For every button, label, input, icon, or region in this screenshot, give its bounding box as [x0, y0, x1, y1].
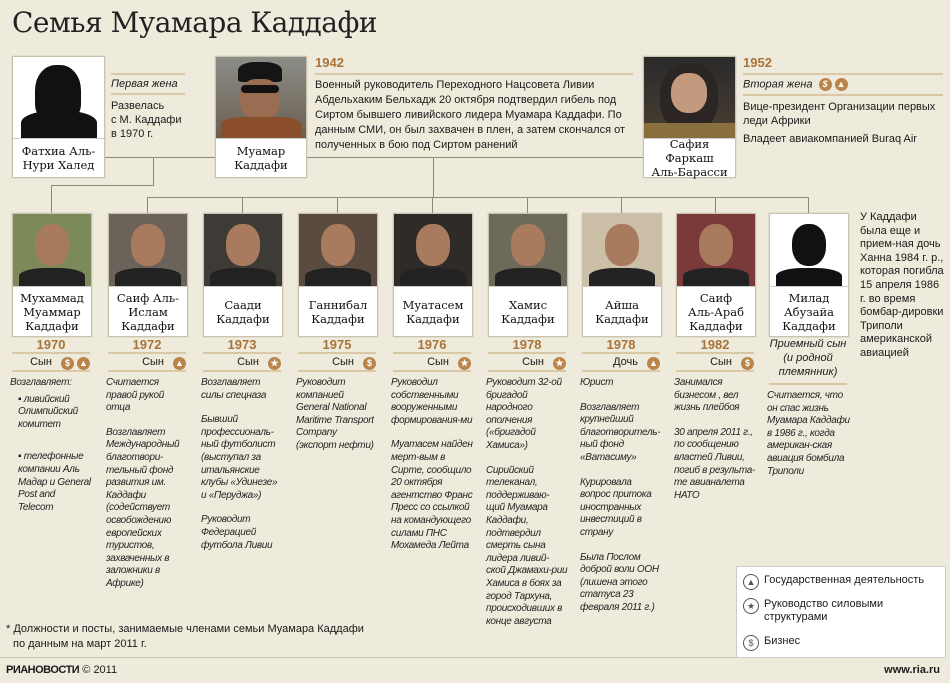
connector	[147, 197, 148, 213]
child-card	[203, 213, 283, 337]
child-info	[298, 337, 376, 372]
child-card	[488, 213, 568, 337]
birth-year: 1978	[606, 337, 636, 352]
child-card	[12, 213, 92, 337]
child-name: Саиф Аль- Ислам Каддафи	[109, 286, 187, 336]
child-card	[582, 213, 662, 337]
child-photo	[299, 214, 377, 286]
child-card	[769, 213, 849, 337]
child-info	[393, 337, 471, 372]
child-photo	[770, 214, 848, 286]
muammar-text: Военный руководитель Переходного Нацсовета Ливии Абдельхаким Бельхадж 20 октября подтвердил гибель под Сиртом бывшего ливийского лидера Муамара Каддафи. По данным СМИ, он был захвачен в плен, а затем скончался от полученных в бою под Сиртом ранений	[315, 79, 626, 151]
government-icon: ▲	[647, 357, 660, 370]
star-icon: ★	[458, 357, 471, 370]
birth-year: 1972	[132, 337, 162, 352]
connector	[433, 157, 434, 198]
child-info	[676, 337, 754, 372]
child-card	[676, 213, 756, 337]
relation-label: Сын ★	[393, 354, 471, 370]
birth-year: 1973	[227, 337, 257, 352]
birth-year: 1978	[512, 337, 542, 352]
child-name: Хамис Каддафи	[489, 286, 567, 336]
footer-brand: РИАНОВОСТИ © 2011	[6, 664, 118, 676]
child-info	[769, 337, 847, 385]
child-photo	[489, 214, 567, 286]
first-wife-info	[111, 73, 185, 141]
relation-label: Дочь ▲	[582, 354, 660, 370]
legend-item: ▲ Государственная деятельность	[743, 574, 943, 590]
second-wife-text: Владеет авиакомпанией Buraq Air	[743, 133, 917, 145]
child-photo	[677, 214, 755, 286]
legend	[736, 566, 946, 658]
child-photo	[583, 214, 661, 286]
birth-year: 1982	[700, 337, 730, 352]
child-description: Руководил собственными вооруженными формирования-ми Муатасем найден мерт-вым в Сирте, сообщило 20 октября агентство Франс Пресс со ссылкой на командующего силами ПНС Мохамеда Лейта	[391, 377, 473, 552]
child-info	[488, 337, 566, 372]
star-icon: ★	[743, 598, 759, 614]
muammar-name: Муамар Каддафи	[216, 138, 306, 177]
divider	[0, 657, 736, 658]
star-icon: ★	[268, 357, 281, 370]
relation-label: Приемный сын (и родной племянник)	[769, 337, 847, 385]
second-wife-name: Сафия Фаркаш Аль-Барасси	[644, 138, 735, 177]
government-icon: ▲	[77, 357, 90, 370]
birth-year: 1976	[417, 337, 447, 352]
relation-label: Сын $	[676, 354, 754, 370]
dollar-icon: $	[741, 357, 754, 370]
second-wife-card	[643, 56, 736, 178]
child-description: Юрист Возглавляет крупнейший благотворитель-ный фонд «Ватасиму» Курировала вопрос притока иностранных инвестиций в страну Была Послом доброй воли ООН (лишена этого статуса 23 февраля 2011 г.)	[580, 377, 661, 613]
connector	[242, 197, 243, 213]
first-wife-name: Фатхиа Аль- Нури Халед	[13, 138, 104, 177]
muammar-info	[315, 55, 633, 153]
side-note: У Каддафи была еще и прием-ная дочь Ханна 1984 г. р., которая погибла 15 апреля 1986 г. во время бомбар-дировки Триполи американской авиацией	[860, 211, 944, 359]
legend-item: ★ Руководство силовыми структурами	[743, 598, 943, 626]
child-name: Ганнибал Каддафи	[299, 286, 377, 336]
connector	[527, 197, 528, 213]
child-card	[298, 213, 378, 337]
relation-label: Сын $	[298, 354, 376, 370]
child-info	[12, 337, 90, 372]
child-photo	[13, 214, 91, 286]
muammar-card	[215, 56, 307, 178]
relation-label: Сын ★	[203, 354, 281, 370]
child-name: Милад Абузайа Каддафи	[770, 286, 848, 336]
connector	[337, 197, 338, 213]
child-info	[203, 337, 281, 372]
connector	[715, 197, 716, 213]
birth-year: 1970	[36, 337, 66, 352]
birth-year: 1942	[315, 55, 344, 70]
footer-site[interactable]: www.ria.ru	[884, 664, 940, 676]
child-name: Муатасем Каддафи	[394, 286, 472, 336]
connector	[621, 197, 622, 213]
dollar-icon: $	[363, 357, 376, 370]
child-info	[582, 337, 660, 372]
child-description: Считается правой рукой отца Возглавляет Международный благотвори-тельный фонд развития им. Каддафи (содействует освобождению европейских туристов, захваченных в заложники в Африке)	[106, 377, 180, 589]
star-icon: ★	[553, 357, 566, 370]
child-description: Возглавляет: ▪ ливийский Олимпийский комитет ▪ телефонные компании Аль Мадар и General Post and Telecom	[10, 377, 91, 513]
child-name: Саиф Аль-Араб Каддафи	[677, 286, 755, 336]
connector	[51, 185, 52, 213]
dollar-icon: $	[743, 635, 759, 651]
child-description: Занимался бизнесом , вел жизнь плейбоя 30 апреля 2011 г., по сообщению властей Ливии, погиб в результа-те авианалета НАТО	[674, 377, 756, 501]
government-icon: ▲	[835, 78, 848, 91]
business-icon: $	[819, 78, 832, 91]
child-description: Возглавляет силы спецназа Бывший профессиональ-ный футболист (выступал за итальянские клубы «Удинезе» и «Перуджа») Руководит Федерацией футбола Ливии	[201, 377, 278, 551]
connector	[808, 197, 809, 213]
child-info	[108, 337, 186, 372]
muammar-photo	[216, 57, 306, 139]
second-wife-info	[743, 55, 943, 146]
footnote: * Должности и посты, занимаемые членами семьи Муамара Каддафи по данным на март 2011 г.	[6, 623, 364, 650]
child-description: Считается, что он спас жизнь Муамара Каддафи в 1986 г., когда американ-ская авиация бомбила Триполи	[767, 390, 850, 477]
connector	[432, 197, 433, 213]
relation-label: Первая жена	[111, 78, 178, 90]
legend-item: $ Бизнес	[743, 635, 943, 651]
child-name: Айша Каддафи	[583, 286, 661, 336]
child-name: Мухаммад Муаммар Каддафи	[13, 286, 91, 336]
government-icon: ▲	[743, 574, 759, 590]
child-card	[393, 213, 473, 337]
dollar-icon: $	[61, 357, 74, 370]
page-title: Семья Муамара Каддафи	[12, 6, 378, 39]
birth-year: 1975	[322, 337, 352, 352]
child-name: Саади Каддафи	[204, 286, 282, 336]
connector	[103, 157, 215, 158]
first-wife-text: Развелась с М. Каддафи в 1970 г.	[111, 100, 182, 140]
connector	[305, 157, 643, 158]
second-wife-text: Вице-президент Организации первых леди Африки	[743, 101, 936, 127]
child-photo	[109, 214, 187, 286]
relation-label: Сын ▲	[108, 354, 186, 370]
silhouette-photo	[13, 57, 104, 139]
child-description: Руководит компанией General National Maritime Transport Company (экспорт нефти)	[296, 377, 374, 451]
child-photo	[394, 214, 472, 286]
child-photo	[204, 214, 282, 286]
first-wife-card	[12, 56, 105, 178]
relation-label: Сын $ ▲	[12, 354, 90, 370]
connector	[147, 197, 809, 198]
government-icon: ▲	[173, 357, 186, 370]
connector	[51, 185, 154, 186]
child-description: Руководит 32-ой бригадой народного ополчения («бригадой Хамиса») Сирийский телеканал, поддерживаю-щий Муамара Каддафи, подтвердил смерть сына лидера ливий-ской Джамахи-рии Хамиса в боях за город Тархуна, происходивших в конце августа	[486, 377, 568, 627]
relation-label: Сын ★	[488, 354, 566, 370]
connector	[153, 157, 154, 185]
relation-label: Вторая жена $ ▲	[743, 75, 943, 94]
child-card	[108, 213, 188, 337]
second-wife-photo	[644, 57, 735, 139]
birth-year: 1952	[743, 55, 772, 70]
